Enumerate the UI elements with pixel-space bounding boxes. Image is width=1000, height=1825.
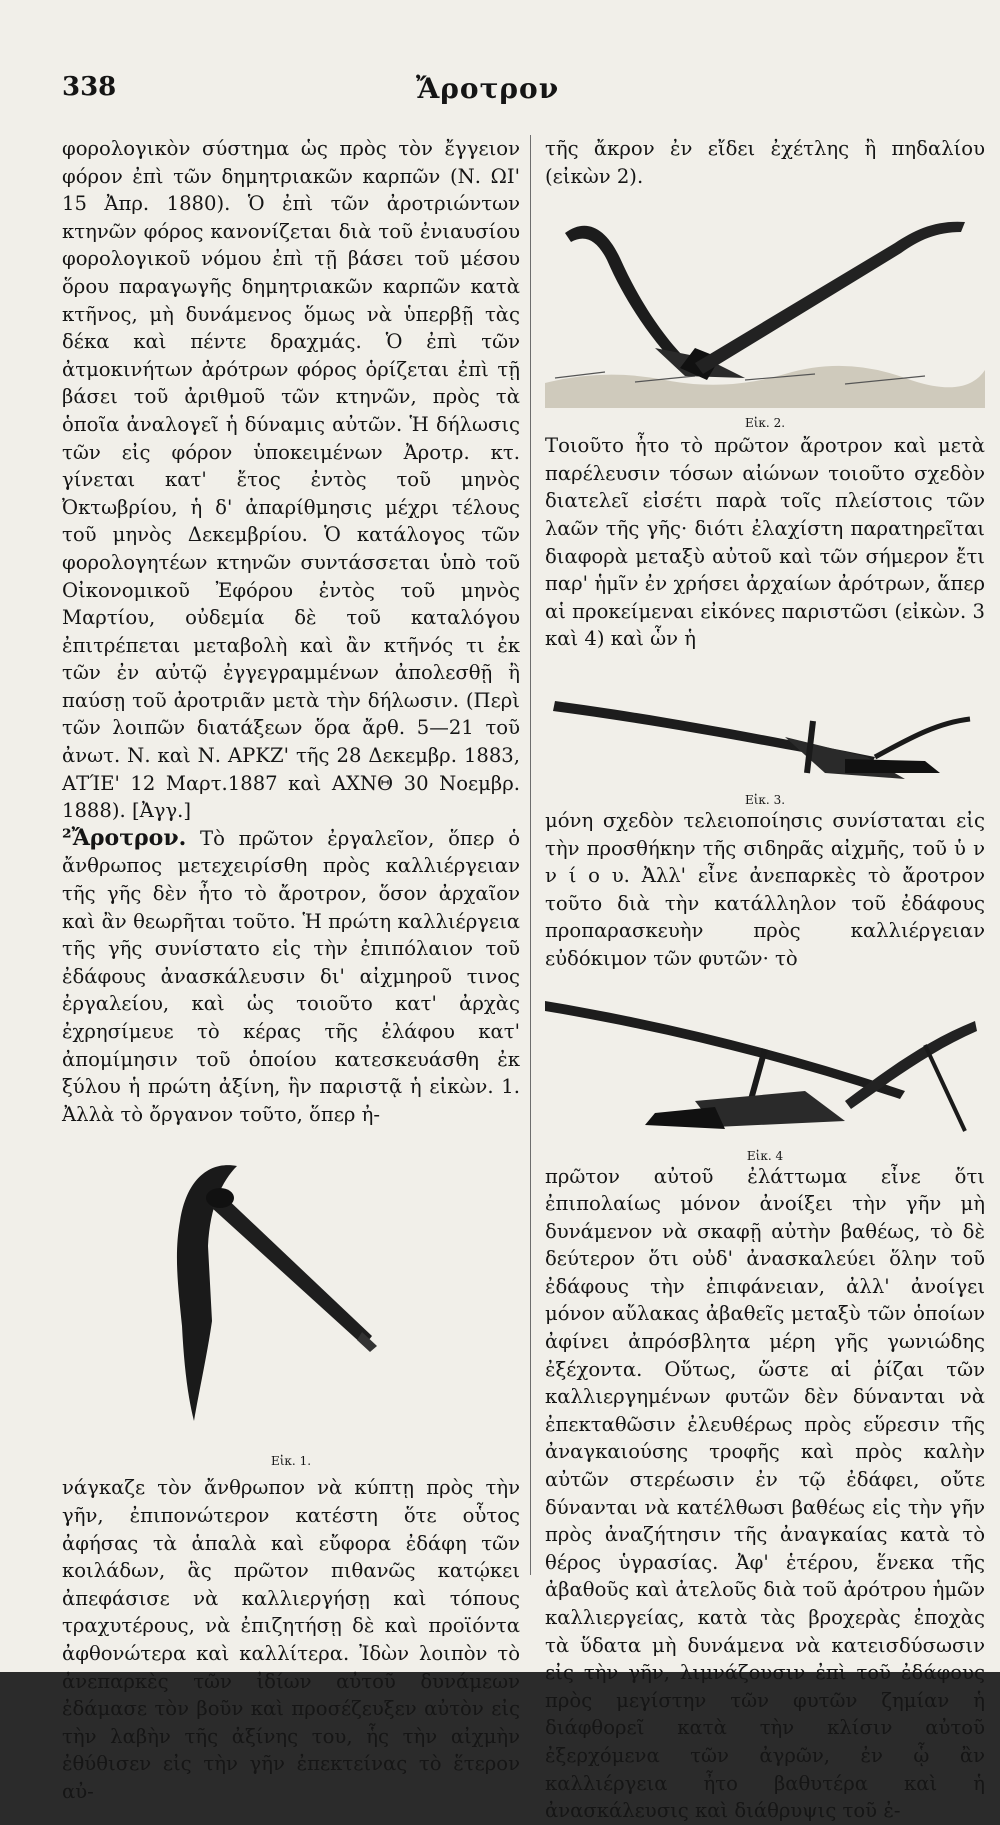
hoe-illustration — [62, 1136, 520, 1446]
page-header — [0, 72, 1000, 122]
left-paragraph-1: φορολογικὸν σύστημα ὡς πρὸς τὸν ἔγγειον φόρον ἐπὶ τῶν δημητριακῶν καρπῶν (Ν. ΩΙ' 15 Ἀπρ. 1880). Ὁ ἐπὶ τῶν ἀροτριώντων κτηνῶν φόρος κανονίζεται διὰ τοῦ ἐνιαυσίου φορολογικοῦ νόμου ἐπὶ τῇ βάσει τοῦ μέσου ὅρου παραγωγῆς δημητριακῶν καρπῶν κατὰ κτῆνος, μὴ δυνάμενος ὅμως νὰ ὑπερβῇ τὰς δέκα καὶ πέντε δραχμάς. Ὁ ἐπὶ τῶν ἀτμοκινήτων ἀρότρων φόρος ὁρίζεται ἐπὶ τῇ βάσει τοῦ ἀριθμοῦ τῶν κτηνῶν, πρὸς τὰ ὁποῖα ἀναλογεῖ ἡ δύναμις αὐτῶν. Ἡ δήλωσις τῶν εἰς φόρον ὑποκειμένων Ἀροτρ. κτ. γίνεται κατ' ἔτος ἐντὸς τοῦ μηνὸς Ὀκτωβρίου, ἡ δ' ἀπαρίθμησις μέχρι τέλους τοῦ μηνὸς Δεκεμβρίου. Ὁ κατάλογος τῶν φορολογητέων κτηνῶν συντάσσεται ὑπὸ τοῦ Οἰκονομικοῦ Ἐφόρου ἐντὸς τοῦ μηνὸς Μαρτίου, οὐδεμία δὲ τοῦ καταλόγου ἐπιτρέπεται μεταβολὴ καὶ ἂν κτῆνός τι ἐκ τῶν ἐν αὐτῷ ἐγγεγραμμένων ἀπολεσθῇ ἢ παύσῃ τοῦ ἀροτριᾶν μετὰ τὴν δήλωσιν. (Περὶ τῶν λοιπῶν διατάξεων ὅρα ἄρθ. 5—21 τοῦ ἀνωτ. Ν. καὶ Ν. ΑΡΚΖ' τῆς 28 Δεκεμβρ. 1883, ΑΤΊΕ' 12 Μαρτ.1887 καὶ ΑΧΝΘ 30 Νοεμβρ. 1888). [Ἀγγ.] — [62, 137, 520, 823]
figure-4 — [545, 981, 985, 1163]
figure-3 — [545, 661, 985, 807]
figure-1-caption: Εἰκ. 1. — [270, 1454, 312, 1469]
entry-text: Τὸ πρῶτον ἐργαλεῖον, ὅπερ ὁ ἄνθρωπος μετεχειρίσθη πρὸς καλλιέργειαν τῆς γῆς δὲν ἦτο τὸ ἄροτρον, ὅσον ἀρχαῖον καὶ ἂν θεωρῆται τοῦτο. Ἡ πρώτη καλλιέργεια τῆς γῆς συνίστατο εἰς τὴν ἐπιπόλαιον τοῦ ἐδάφους ἀνασκάλευσιν δι' αἰχμηροῦ τινος ἐργαλείου, καὶ ὡς τοιοῦτο κατ' ἀρχὰς ἐχρησίμευε τὸ κέρας τῆς ἐλάφου κατ' ἀπομίμησιν τοῦ ὁποίου κατεσκευάσθη ἐκ ξύλου ἡ πρώτη ἀξίνη, ἣν παριστᾷ ἡ εἰκὼν. 1. Ἀλλὰ τὸ ὄργανον τοῦτο, ὅπερ ἠ- — [62, 826, 520, 1126]
right-column — [545, 135, 985, 1825]
right-paragraph-3: μόνη σχεδὸν τελειοποίησις συνίσταται εἰς τὴν προσθήκην τῆς σιδηρᾶς αἰχμῆς, τοῦ ὑ ν ν ί ο υ. Ἀλλ' εἶνε ἀνεπαρκὲς τὸ ἄροτρον τοῦτο διὰ τὴν κατάλληλον τοῦ ἐδάφους προπαρασκευὴν πρὸς καλλιέργειαν εὐδόκιμον τῶν φυτῶν· τὸ — [545, 808, 985, 970]
right-paragraph-1: τῆς ἄκρον ἐν εἴδει ἐχέτλης ἢ πηδαλίου (εἰκὼν 2). — [545, 137, 985, 188]
left-paragraph-2 — [62, 825, 520, 1129]
left-column — [62, 135, 520, 1806]
left-paragraph-3: νάγκαζε τὸν ἄνθρωπον νὰ κύπτῃ πρὸς τὴν γῆν, ἐπιπονώτερον κατέστη ὅτε οὗτος ἀφήσας τὰ ἁπαλὰ καὶ εὔφορα ἐδάφη τῶν κοιλάδων, ἃς πρῶτον πιθανῶς κατῴκει ἀπεφάσισε νὰ καλλιεργήσῃ καὶ τόπους τραχυτέρους, νὰ ἐπιζητήσῃ δὲ καὶ προϊόντα ἀφθονώτερα καὶ καλλίτερα. Ἰδὼν λοιπὸν τὸ ἀνεπαρκὲς τῶν ἰδίων αὐτοῦ δυνάμεων ἐδάμασε τὸν βοῦν καὶ προσέζευξεν αὐτὸν εἰς τὴν λαβὴν τῆς ἀξίνης του, ἧς τὴν αἰχμὴν ἐθύθισεν εἰς τὴν γῆν ἐπεκτείνας τὸ ἕτερον αὐ- — [62, 1476, 520, 1803]
figure-3-caption: Εἰκ. 3. — [744, 792, 786, 807]
entry-heading: ²Ἄροτρον. — [62, 824, 187, 851]
right-paragraph-2: Τοιοῦτο ἦτο τὸ πρῶτον ἄροτρον καὶ μετὰ παρέλευσιν τόσων αἰώνων τοιοῦτο σχεδὸν διατελεῖ εἰσέτι παρὰ τοῖς πλείστοις τῶν λαῶν τῆς γῆς· διότι ἐλαχίστη παρατηρεῖται διαφορὰ μεταξὺ αὐτοῦ καὶ τῶν σήμερον ἔτι παρ' ἡμῖν ἐν χρήσει ἀρχαίων ἀρότρων, ἅπερ αἱ προκείμεναι εἰκόνες παριστῶσι (εἰκὼν. 3 καὶ 4) καὶ ὧν ἡ — [545, 434, 985, 651]
figure-2 — [545, 198, 985, 431]
figure-4-caption: Εἰκ. 4 — [746, 1148, 784, 1163]
plough-with-share-illustration — [545, 981, 985, 1141]
right-paragraph-4: πρῶτον αὐτοῦ ἐλάττωμα εἶνε ὅτι ἐπιπολαίως μόνον ἀνοίξει τὴν γῆν μὴ δυνάμενον νὰ σκαφῇ αὐτὴν βαθέως, τὸ δὲ δεύτερον ὅτι οὐδ' ἀνασκαλεύει ὅλην τοῦ ἐδάφους τὴν ἐπιφάνειαν, ἀλλ' ἀνοίγει μόνον αὔλακας ἀβαθεῖς μεταξὺ τῶν ὁποίων ἀφίνει ἀπρόσβλητα μέρη γῆς γωνιώδης ἐξέχοντα. Οὕτως, ὥστε αἱ ῥίζαι τῶν καλλιεργημένων φυτῶν δὲν δύνανται νὰ ἐπεκταθῶσιν ἐλευθέρως πρὸς εὕρεσιν τῆς ἀναγκαιούσης τροφῆς καὶ πρὸς καλὴν αὐτῶν στερέωσιν ἐν τῷ ἐδάφει, οὔτε δύνανται νὰ κατέλθωσι βαθέως εἰς τὴν γῆν πρὸς ἀναζήτησιν τῆς ἀναγκαίας κατὰ τὸ θέρος ὑγρασίας. Ἀφ' ἑτέρου, ἕνεκα τῆς ἀβαθοῦς καὶ ἀτελοῦς διὰ τοῦ ἀρότρου ἡμῶν καλλιεργείας, κατὰ τὰς βροχερὰς ἐποχὰς τὰ ὕδατα μὴ δυνάμενα νὰ κατεισδύσωσιν εἰς τὴν γῆν, λιμνάζουσιν ἐπὶ τοῦ ἐδάφους πρὸς μεγίστην τῶν φυτῶν ζημίαν ἡ διάφθορεῖ κατὰ τὴν κλίσιν αὐτοῦ ἐξερχόμενα τῶν ἀγρῶν, ἐν ᾧ ἂν καλλιέργεια ἦτο βαθυτέρα καὶ ἡ ἀνασκάλευσις καὶ διάθρυψις τοῦ ἐ- — [545, 1164, 985, 1823]
primitive-plough-illustration — [545, 198, 985, 408]
page-number: 338 — [62, 72, 117, 102]
running-title: Ἄροτρον — [416, 72, 560, 105]
column-divider — [530, 135, 531, 1575]
figure-1 — [62, 1136, 520, 1468]
figure-2-caption: Εἰκ. 2. — [744, 416, 786, 431]
wooden-plough-illustration — [545, 661, 985, 785]
